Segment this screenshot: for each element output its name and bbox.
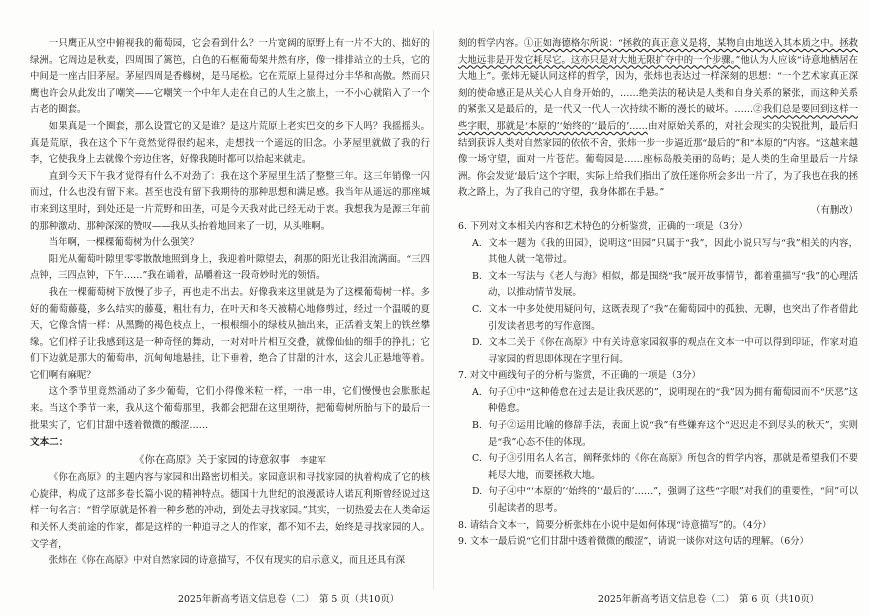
question-7-option-b[interactable] xyxy=(472,418,858,451)
underlined-sentence-4: 我们总是要回到这样一些字眼，那就是‘本原的’‘始终的’‘最后的’…… xyxy=(458,104,858,132)
text1-paragraph-2: 如果真是一个圈套，那么设置它的又是谁？是这片荒原上老实巴交的乡下人吗？我摇摇头。真是荒原，我在这个下午竟然觉得很约起来，走想找一个遥远的旧念。小茅屋里就做了我的行李，它使我身上去就像个旁边住客，好像我随时都可以拾起来就走。 xyxy=(30,120,430,166)
page-gutter xyxy=(433,30,434,590)
option-letter: A. xyxy=(472,237,482,249)
page-6 xyxy=(458,36,858,584)
text1-paragraph-1: 一只鹰正从空中俯视我的葡萄园，它会看到什么？一片宽阔的原野上有一片不大的、拙好的绿洲。它周边是秋麦，四周围了篱笆，白色的石框葡萄架井然有序，像一排排站立的士兵，它的中间是一座古旧茅屋。茅屋四周是香橼树，是马尾松。它在荒原上显得过分丰华和高傲。然而只鹰也许会从此发出了嘲笑——它嘲笑一个中年人走在自己的人生之旅上，一不小心就陷入了一个古老的圈套。 xyxy=(30,38,430,116)
option-text: 文本一题为《我的田园》，说明这“田园”只属于“我”，因此小说只写与“我”相关的内容，其他人就一笔带过。 xyxy=(488,237,858,266)
question-6-option-b[interactable] xyxy=(472,269,858,302)
text2-author: 李建军 xyxy=(300,456,326,467)
option-letter: D. xyxy=(472,337,483,349)
source-note: （有删改） xyxy=(811,204,858,216)
question-7-stem: 7. 对文中画线句子的分析与鉴赏，不正确的一项是（3分） xyxy=(458,370,701,382)
text2-label: 文本二： xyxy=(30,437,69,449)
option-letter: B. xyxy=(472,420,482,432)
underlined-sentence-3: 正如海德格尔所说：“拯救的真正意义是将，某物自由地送入其本质之中。拯救大地远非是开发它耗尽它。这亦只是对大地无限扩夺中的一个步骤。” xyxy=(458,38,858,66)
text1-paragraph-3: 直到今天下午我才觉得有什么不对劲了：我在这个茅屋里生活了整整三年。这三年销像一闪而过，什么也没有留下来。甚至也没有留下我期待的那种思想和满足感。我当年从遥远的那座城市来到这里时，到处还是一片荒野和田垄，可是今天我对此已经无动于衷。我想我为是源三年前的那种激动、那种深深的赞叹——我从头抬着地回来了一切，从头唯啊。 xyxy=(30,170,430,232)
option-letter: A. xyxy=(472,386,482,398)
question-6-option-c[interactable] xyxy=(472,302,858,335)
option-text: 句子①中“这种倦怠在过去是让我厌恶的”，说明现在的“我”因为拥有葡萄园而不“厌恶”这种倦怠。 xyxy=(488,386,858,415)
text1-paragraph-5: 阳光从葡萄叶隙里零零散散地照到身上，我迎着叶隙望去，刹那的阳光让我泪流满面。“三四点钟，三四点钟，下午……”我在诵着，品嚼着这一段奇妙时光的领悟。 xyxy=(30,253,430,282)
text2-paragraph-continued xyxy=(458,36,858,202)
question-9: 9. 文本一最后说“它们甘甜中透着微微的酸涩”，请说一谈你对这句话的理解。（6分） xyxy=(458,536,809,548)
para-end: 由对原始关系的，对社会现实的尖锐批判，最后归结到获诉人类对自然家园的依依不舍，张炜一步一步逼近那“最后的”和“本原的”内容。“这越来越像一场守望，面对一片苍茫。葡萄园是……座标岛般美丽的岛屿；是人类的生命里最后一片绿洲。你会发觉‘最后’这个字眼，实际上给我们指出了放任迷你所会多出一片了，为了我也在我的拯救之路上，为了我自己的守望，我身体都在手悬。” xyxy=(458,120,858,199)
question-6 xyxy=(458,219,858,368)
para-middle: 他认为人应该“诗意地栖居在大地上”。张炜无疑认同这样的哲学，因为，张炜也表达过一样深刻的思想：“一个艺术家真正深刻的使命感正是从关心人自身开始的，……绝美法的秘诀是人类和自身关系的紧张，而这种关系的紧张又是最后的，是一代又一代人一次持续不断的漫长的破坏。……② xyxy=(458,54,858,116)
option-letter: C. xyxy=(472,453,482,465)
page-5 xyxy=(30,36,430,584)
option-text: 文本二关于《你在高原》中有关诗意家园叙事的观点在文本一中可以得到印证，作家对追寻家园的哲思即体现在字里行间。 xyxy=(488,337,858,365)
text1-paragraph-7: 这个季节里竟然涌动了多少葡萄，它们小得像米粒一样，一串一串，它们慢慢也会胀胀起来。当这个季节一来，我从这个葡萄那里，我都会把甜在这里期待，把葡萄树所胎与下的最后一批果实了，它们甘甜中透着微微的酸涩…… xyxy=(30,386,430,431)
text2-paragraph-2: 张炜在《你在高原》中对自然家园的诗意描写，不仅有现实的启示意义，而且还具有深 xyxy=(48,555,406,567)
question-6-options xyxy=(458,236,858,369)
text1-paragraph-6: 我在一棵葡萄树下放慢了步子，再也走不出去。好像我来这里就是为了这棵葡萄树一样。多好的葡萄藤蔓，多么结实的藤蔓，粗壮有力，在叶天和冬天被精心地修剪过，经过一个温暖的夏天，它像含情一样：从黑黝的褐色枝点上，一根根细小的绿枝从抽出来，正活着支架上的铁丝攀缘。它们样子让我感到这是一种奇怪的舞动，一对对叶片相互交叠，就像仙仙的细手的挣扎；它们下边就是那大的葡萄串，沉甸甸地悬挂，让下垂着，绝合了甘甜的汁水，这会儿正悬地等着。它们啊有麻呢？ xyxy=(30,286,430,381)
question-7-option-a[interactable] xyxy=(472,385,858,418)
option-text: 文本一写法与《老人与海》相似，都是围绕“我”展开故事情节，都着重描写“我”的心理活动，以推动情节发展。 xyxy=(488,270,858,299)
question-7-option-c[interactable] xyxy=(472,451,858,484)
option-text: 句子④中“‘本原的’‘始终的’‘最后的’……”，强调了这些“字眼”对我们的重要性，“问”可以引起读者的思考。 xyxy=(488,486,858,515)
option-text: 文本一中多处使用疑问句，这既表现了“我”在葡萄园中的孤独、无聊，也突出了作者借此引发读者思考的写作意图。 xyxy=(488,303,858,332)
page-6-footer: 2025年新高考语文信息卷（二） 第 6 页（共10页） xyxy=(598,594,820,605)
option-letter: D. xyxy=(472,486,483,498)
text2-paragraph-1: 《你在高原》的主题内容与家园和出路密切相关。家园意识和寻找家园的执着构成了它的核心旋律，构成了这部多卷长篇小说的精神特点。德国十九世纪的浪漫派诗人诺瓦利斯曾经说过这样一句名言：“哲学原就是怀着一种乡愁的冲动，到处去寻找家园。”其实，一切热爱去在人类命运和关怀人类前途的作家，都是这样的一种追寻之人的作家，都不知不去，始终是寻找家园的人。文学者， xyxy=(30,472,430,550)
question-7 xyxy=(458,368,858,517)
text2-title-line xyxy=(30,451,430,470)
option-text: 句子②运用比喻的修辞手法，表面上说“我”有些嫌弃这个“迟迟走不到尽头的秋天”，实则是“我”心态不佳的体现。 xyxy=(488,420,858,448)
question-7-option-d[interactable] xyxy=(472,484,858,517)
text1-paragraph-4: 当年啊，一棵棵葡萄树为什么强笑？ xyxy=(48,237,199,249)
para-before: 刻的哲学内容。① xyxy=(458,38,534,49)
question-6-option-a[interactable] xyxy=(472,236,858,269)
question-8: 8. 请结合文本一，简要分析张炜在小说中是如何体现“诗意描写”的。（4分） xyxy=(458,519,772,531)
text2-title: 《你在高原》关于家园的诗意叙事 xyxy=(134,454,291,467)
question-6-stem: 6. 下列对文本相关内容和艺术特色的分析鉴赏，正确的一项是（3分） xyxy=(458,220,748,232)
option-letter: B. xyxy=(472,270,482,282)
option-text: 句子③引用名人名言，阐释张炜的《你在高原》所包含的哲学内容，那就是希望我们不要耗尽大地，而要拯救大地。 xyxy=(488,453,858,481)
page-5-footer: 2025年新高考语文信息卷（二） 第 5 页（共10页） xyxy=(178,594,400,605)
question-6-option-d[interactable] xyxy=(472,335,858,368)
question-7-options xyxy=(458,385,858,518)
option-letter: C. xyxy=(472,303,482,315)
